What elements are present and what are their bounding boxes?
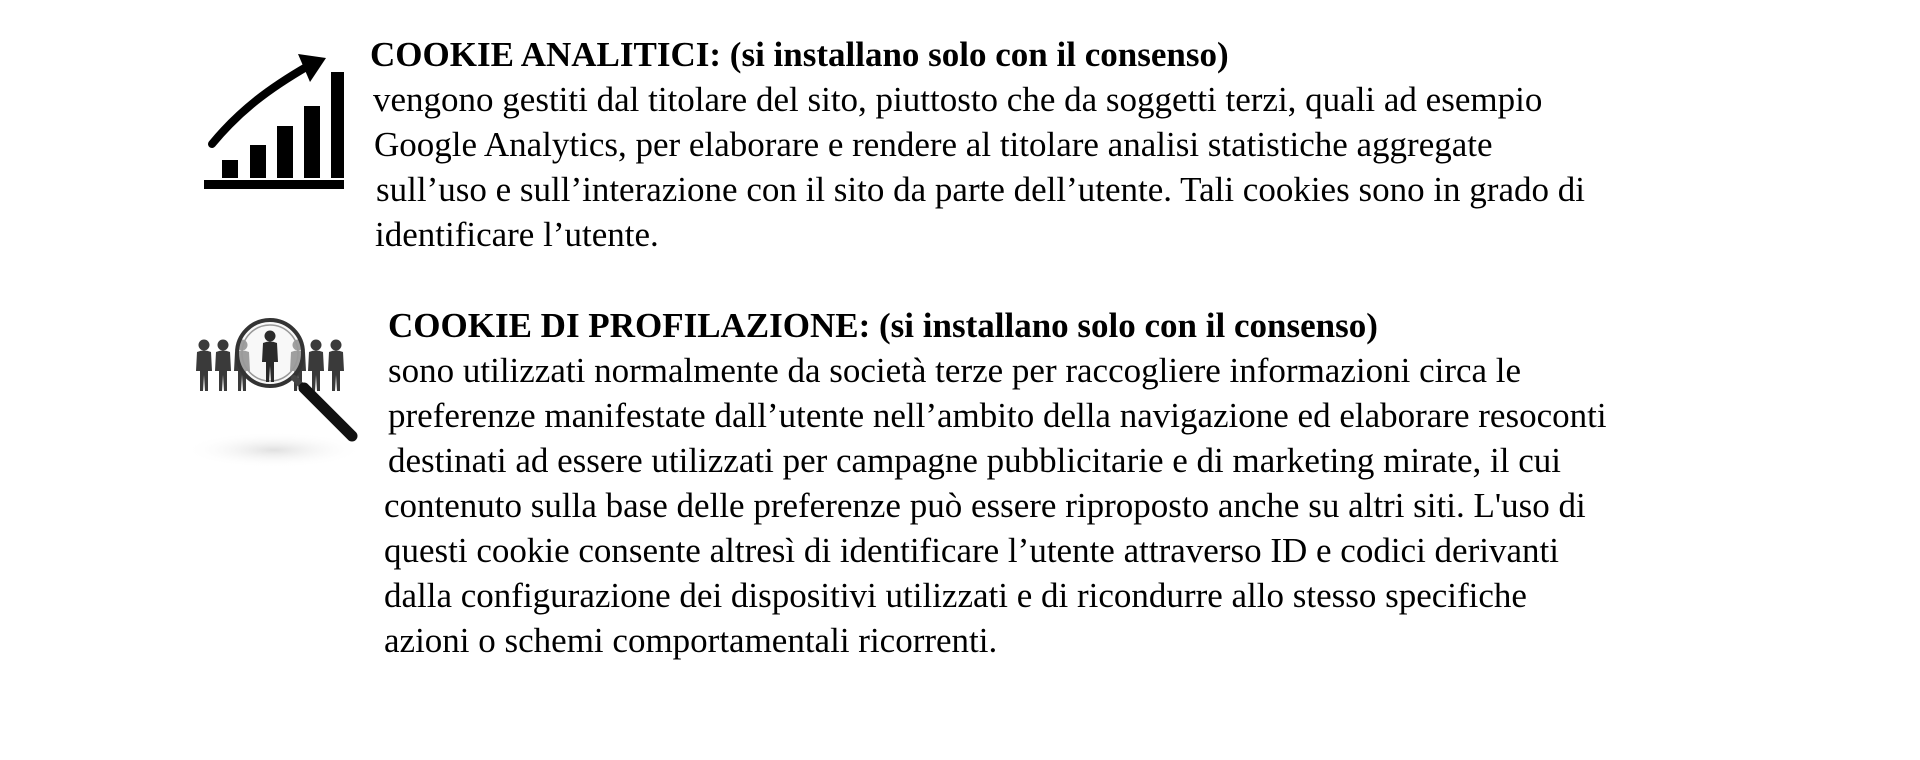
profiling-cookie-line: sono utilizzati normalmente da società terze per raccogliere informazioni circa le <box>388 351 1522 390</box>
profiling-cookie-line: contenuto sulla base delle preferenze può essere riproposto anche su altri siti. L'uso di <box>384 486 1586 525</box>
growth-chart-icon <box>200 52 350 200</box>
analytics-cookie-line: vengono gestiti dal titolare del sito, piuttosto che da soggetti terzi, quali ad esempio <box>373 80 1543 119</box>
profiling-cookie-line: azioni o schemi comportamentali ricorrenti. <box>384 621 998 660</box>
analytics-cookie-line: sull’uso e sull’interazione con il sito da parte dell’utente. Tali cookies sono in grado di <box>376 170 1585 209</box>
profiling-cookie-line: dalla configurazione dei dispositivi utilizzati e di ricondurre allo stesso specifiche <box>384 576 1527 615</box>
profiling-cookie-heading: COOKIE DI PROFILAZIONE: (si installano solo con il consenso) <box>388 306 1378 345</box>
profiling-cookie-line: questi cookie consente altresì di identificare l’utente attraverso ID e codici derivanti <box>384 531 1559 570</box>
profiling-cookie-text <box>384 303 1607 663</box>
analytics-cookie-line: identificare l’utente. <box>375 215 659 254</box>
analytics-cookie-text <box>370 32 1585 257</box>
analytics-cookie-heading: COOKIE ANALITICI: (si installano solo con il consenso) <box>370 35 1229 74</box>
people-magnifier-icon <box>184 300 364 470</box>
profiling-cookie-line: preferenze manifestate dall’utente nell’ambito della navigazione ed elaborare resoconti <box>388 396 1607 435</box>
analytics-cookie-line: Google Analytics, per elaborare e rendere al titolare analisi statistiche aggregate <box>374 125 1493 164</box>
profiling-cookie-line: destinati ad essere utilizzati per campagne pubblicitarie e di marketing mirate, il cui <box>388 441 1562 480</box>
